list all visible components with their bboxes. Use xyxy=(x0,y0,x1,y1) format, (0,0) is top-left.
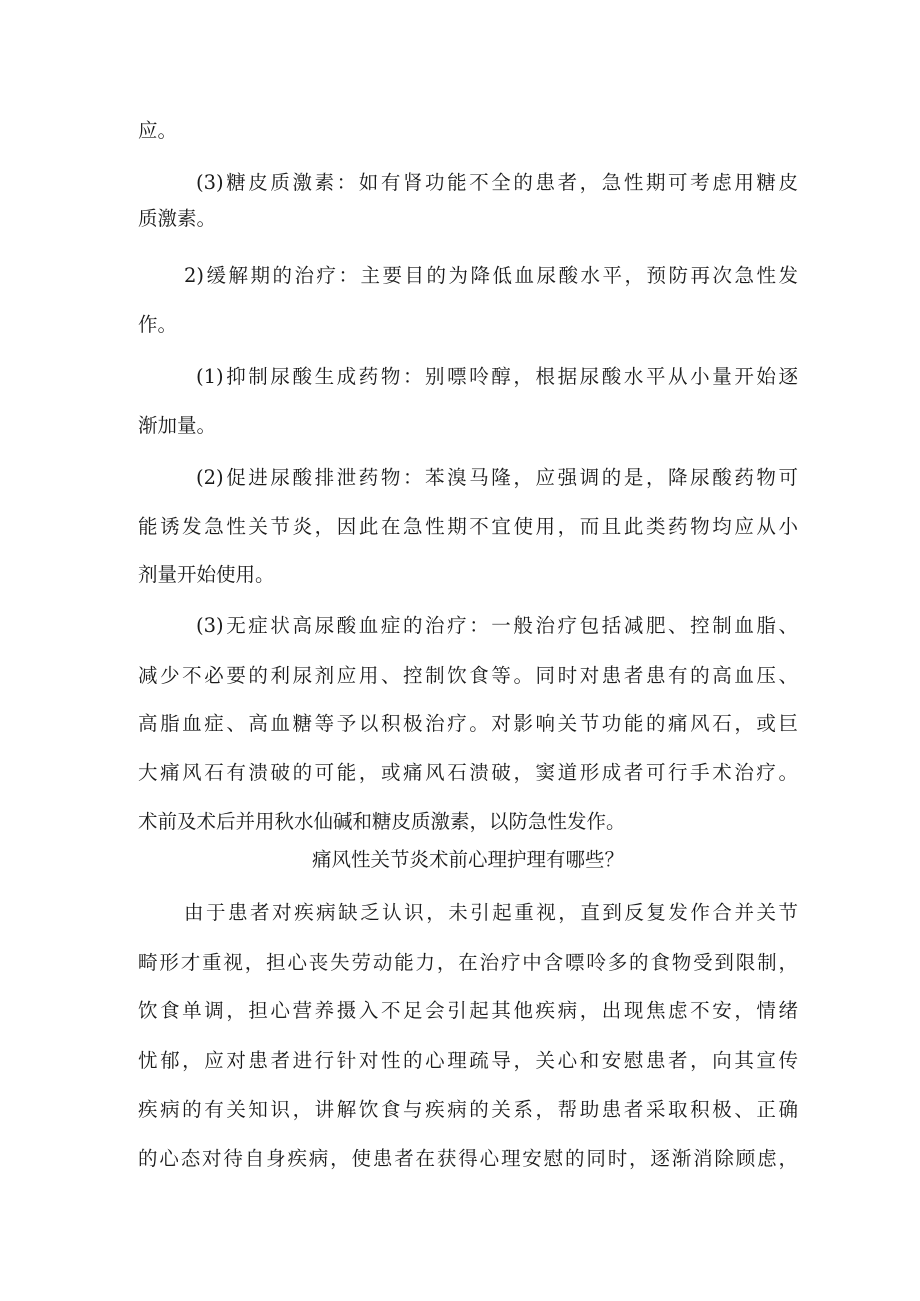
text-line: (1)抑制尿酸生成药物：别嘌呤醇，根据尿酸水平从小量开始逐 xyxy=(196,365,798,388)
text-line: 剂量开始使用。 xyxy=(138,563,275,586)
text-line: (2)促进尿酸排泄药物：苯溴马隆，应强调的是，降尿酸药物可 xyxy=(196,466,798,489)
text-line: 应。 xyxy=(138,119,178,142)
text-line: 作。 xyxy=(138,313,178,336)
text-line: 饮食单调，担心营养摄入不足会引起其他疾病，出现焦虑不安，情绪 xyxy=(138,999,798,1022)
text-line: 的心态对待自身疾病，使患者在获得心理安慰的同时，逐渐消除顾虑， xyxy=(138,1147,798,1170)
text-line: 疾病的有关知识，讲解饮食与疾病的关系，帮助患者采取积极、正确 xyxy=(138,1098,798,1121)
text-line: 减少不必要的利尿剂应用、控制饮食等。同时对患者患有的高血压、 xyxy=(138,664,798,687)
text-line: 渐加量。 xyxy=(138,414,217,437)
text-line: 能诱发急性关节炎，因此在急性期不宜使用，而且此类药物均应从小 xyxy=(138,515,798,538)
text-line: (3)无症状高尿酸血症的治疗：一般治疗包括减肥、控制血脂、 xyxy=(196,614,798,637)
section-heading: 痛风性关节炎术前心理护理有哪些？ xyxy=(311,848,624,871)
text-line: 忧郁，应对患者进行针对性的心理疏导，关心和安慰患者，向其宣传 xyxy=(138,1049,798,1072)
text-line: 术前及术后并用秋水仙碱和糖皮质激素，以防急性发作。 xyxy=(138,810,626,833)
text-line: 畸形才重视，担心丧失劳动能力，在治疗中含嘌呤多的食物受到限制， xyxy=(138,951,798,974)
text-line: 由于患者对疾病缺乏认识，未引起重视，直到反复发作合并关节 xyxy=(184,901,798,924)
text-line: 高脂血症、高血糖等予以积极治疗。对影响关节功能的痛风石，或巨 xyxy=(138,712,798,735)
text-line: 2)缓解期的治疗：主要目的为降低血尿酸水平，预防再次急性发 xyxy=(184,264,798,287)
text-line: 大痛风石有溃破的可能，或痛风石溃破，窦道形成者可行手术治疗。 xyxy=(138,761,798,784)
text-line: (3)糖皮质激素：如有肾功能不全的患者，急性期可考虑用糖皮 xyxy=(196,171,798,194)
text-line: 质激素。 xyxy=(138,207,217,230)
